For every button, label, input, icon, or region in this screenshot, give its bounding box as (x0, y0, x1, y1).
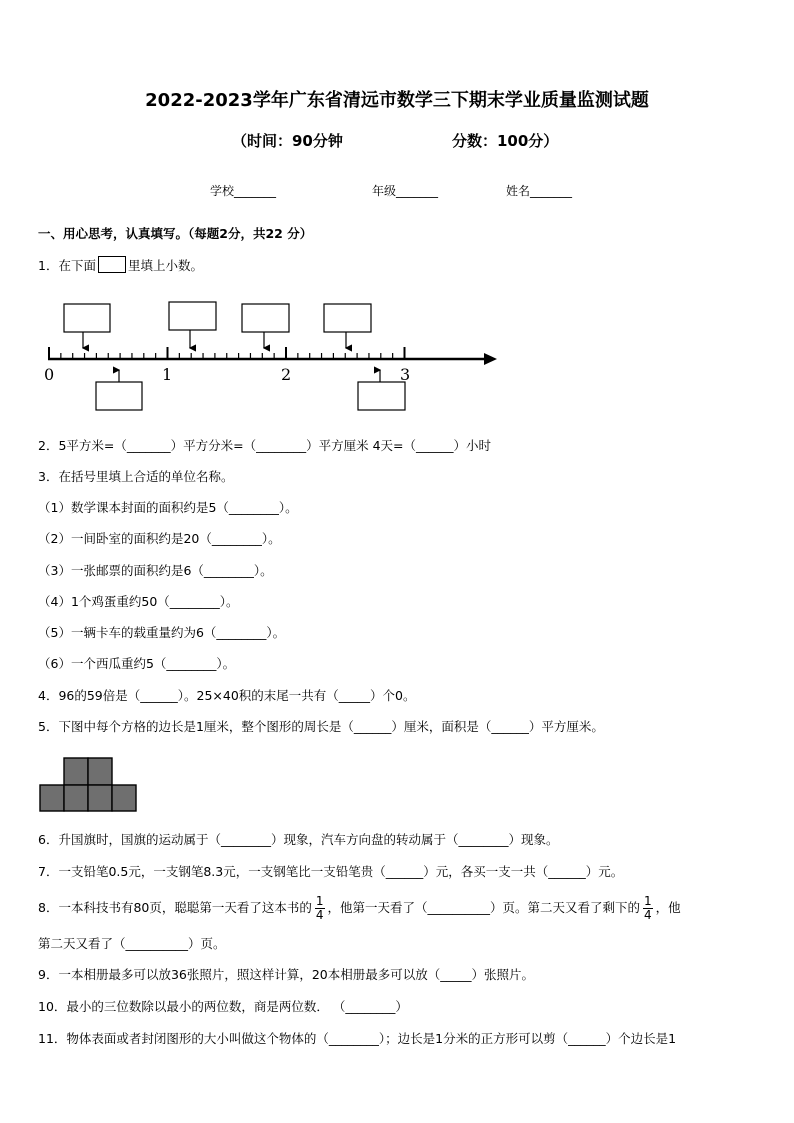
question-1 (38, 256, 203, 274)
grid-square (64, 785, 88, 811)
tick-label-0: 0 (44, 365, 55, 384)
question-1-text-pre: 1．在下面 (38, 258, 96, 273)
grid-figure (38, 756, 140, 814)
question-7: 7．一支铅笔0.5元，一支钢笔8.3元，一支钢笔比一支铅笔贵（______）元，各买一支一共（______）元。 (38, 864, 624, 879)
number-line-figure (38, 296, 508, 416)
grade-field: 年级_______ (372, 184, 439, 198)
grid-square (40, 785, 64, 811)
school-field: 学校_______ (210, 184, 277, 198)
question-6: 6．升国旗时，国旗的运动属于（________）现象，汽车方向盘的转动属于（________）现象。 (38, 832, 559, 847)
question-3: 3．在括号里填上合适的单位名称。 (38, 469, 234, 484)
tick-label-2: 2 (281, 365, 292, 384)
question-8-line2: 第二天又看了（__________）页。 (38, 936, 226, 951)
question-5: 5．下图中每个方格的边长是1厘米，整个图形的周长是（______）厘米，面积是（______）平方厘米。 (38, 719, 604, 734)
grid-square (88, 785, 112, 811)
tick-label-1: 1 (162, 365, 173, 384)
question-11: 11．物体表面或者封闭图形的大小叫做这个物体的（________）；边长是1分米的正方形可以剪（______）个边长是1 (38, 1031, 677, 1046)
question-8-part1: 8．一本科技书有80页，聪聪第一天看了这本书的 (38, 900, 312, 915)
grid-square (112, 785, 136, 811)
question-3-item-6: （6）一个西瓜重约5（________）。 (38, 656, 236, 671)
fraction-one-quarter (315, 895, 325, 922)
exam-score: 分数：100分） (452, 132, 559, 150)
question-8 (38, 894, 681, 922)
section-heading: 一、用心思考，认真填写。（每题2分，共22 分） (38, 226, 313, 241)
number-line-ticks (49, 347, 405, 359)
question-2: 2．5平方米=（_______）平方分米=（________）平方厘米 4天=（______）小时 (38, 438, 492, 453)
question-1-text-post: 里填上小数。 (127, 258, 203, 273)
page-title: 2022-2023学年广东省清远市数学三下期末学业质量监测试题 (145, 90, 649, 111)
answer-box-below-2[interactable] (358, 370, 405, 410)
question-10: 10．最小的三位数除以最小的两位数，商是两位数． （________） (38, 999, 408, 1014)
answer-box-above-3[interactable] (242, 304, 289, 348)
answer-box-below-1[interactable] (96, 370, 142, 410)
blank-box (98, 256, 126, 273)
fraction-one-quarter (643, 895, 653, 922)
number-line (48, 347, 497, 365)
question-8-part2: ，他第一天看了（__________）页。第二天又看了剩下的 (327, 900, 641, 915)
question-3-item-5: （5）一辆卡车的载重量约为6（________）。 (38, 625, 286, 640)
answer-box-above-2[interactable] (169, 302, 216, 348)
grid-square (88, 758, 112, 785)
fraction-denominator: 4 (644, 908, 652, 922)
fraction-numerator: 1 (315, 894, 324, 908)
name-field: 姓名_______ (506, 184, 573, 198)
answer-box-above-4[interactable] (324, 304, 371, 348)
question-8-part3: ，他 (655, 900, 681, 915)
number-line-arrow-icon (484, 353, 497, 365)
grid-square (64, 758, 88, 785)
fraction-numerator: 1 (644, 894, 652, 908)
question-3-item-2: （2）一间卧室的面积约是20（________）。 (38, 531, 281, 546)
question-3-item-4: （4）1个鸡蛋重约50（________）。 (38, 594, 239, 609)
answer-box-above-1[interactable] (64, 304, 110, 348)
question-9: 9．一本相册最多可以放36张照片，照这样计算，20本相册最多可以放（_____）张照片。 (38, 967, 535, 982)
exam-time: （时间：90分钟 (232, 132, 343, 150)
question-4: 4．96的59倍是（______）。25×40积的末尾一共有（_____）个0。 (38, 688, 416, 703)
question-3-item-1: （1）数学课本封面的面积约是5（________）。 (38, 500, 298, 515)
fraction-denominator: 4 (315, 908, 324, 922)
tick-label-3: 3 (400, 365, 411, 384)
question-3-item-3: （3）一张邮票的面积约是6（________）。 (38, 563, 273, 578)
